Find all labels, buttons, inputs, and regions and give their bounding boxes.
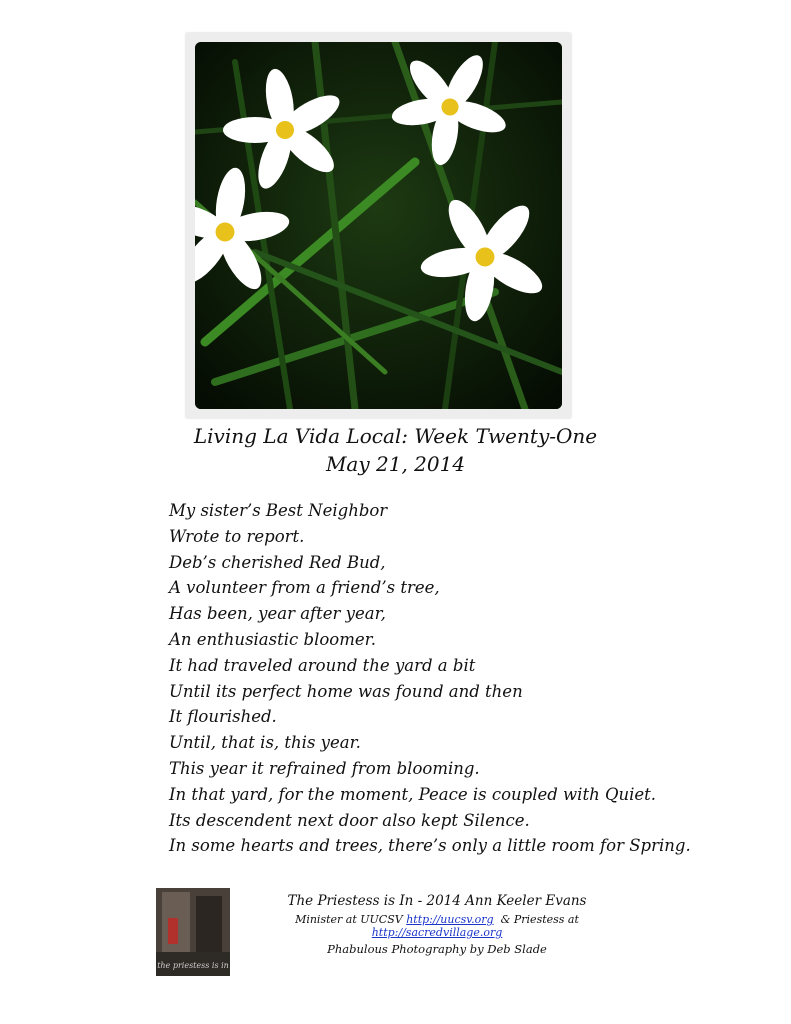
photo-credit: Phabulous Photography by Deb Slade (327, 942, 547, 956)
poem-line: Until its perfect home was found and then (169, 681, 523, 701)
poem-line: My sister’s Best Neighbor (169, 501, 388, 520)
poem-line: This year it refrained from blooming. (169, 758, 480, 778)
minister-label: Minister at UUCSV (295, 913, 403, 926)
poem-line: It had traveled around the yard a bit (169, 655, 476, 675)
footer-affiliations (232, 913, 642, 939)
priestess-label: & Priestess at (500, 913, 579, 926)
flower-illustration (195, 42, 562, 409)
poem-line: Has been, year after year, (169, 604, 386, 624)
footer-byline: The Priestess is In - 2014 Ann Keeler Evans (287, 893, 587, 909)
page-date: May 21, 2014 (325, 452, 466, 476)
page-title: Living La Vida Local: Week Twenty-One (193, 424, 598, 448)
poem-line: Until, that is, this year. (169, 733, 361, 753)
poem (169, 498, 691, 859)
poem-line: It flourished. (169, 707, 277, 727)
poem-line: Its descendent next door also kept Silence. (169, 810, 530, 830)
poem-line: A volunteer from a friend’s tree, (169, 578, 440, 598)
logo-text: the priestess is in (157, 961, 229, 970)
poem-line: Deb’s cherished Red Bud, (169, 552, 386, 572)
sacredvillage-link[interactable]: http://sacredvillage.org (371, 926, 503, 939)
photo-frame (186, 33, 571, 418)
uucsv-link[interactable]: http://uucsv.org (406, 913, 494, 926)
poem-line: In that yard, for the moment, Peace is coupled with Quiet. (169, 784, 657, 804)
flower-photo (195, 42, 562, 409)
poem-line: In some hearts and trees, there’s only a little room for Spring. (169, 836, 691, 856)
poem-line: An enthusiastic bloomer. (169, 629, 376, 649)
priestess-logo-image (156, 888, 230, 976)
poem-line: Wrote to report. (169, 526, 305, 546)
